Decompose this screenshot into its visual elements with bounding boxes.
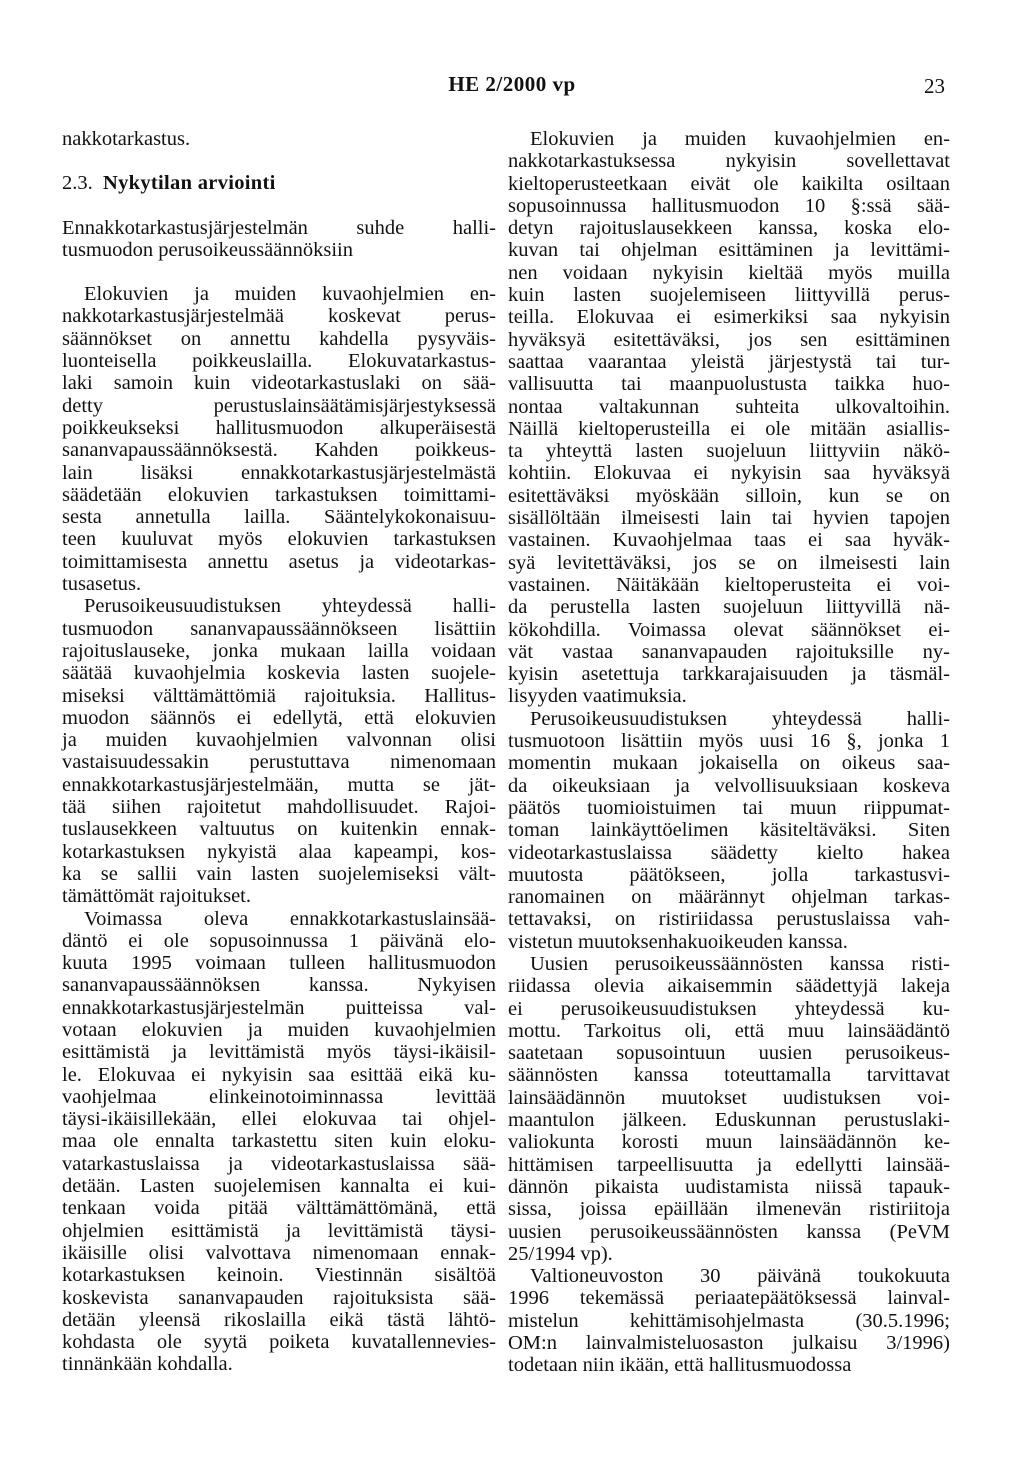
text-line: nen voidaan nykyisin kieltää myös muilla bbox=[508, 261, 950, 284]
text-line: däntö ei ole sopusoinnussa 1 päivänä elo- bbox=[62, 929, 496, 952]
text-line: Näillä kieltoperusteilla ei ole mitään asiallis- bbox=[508, 417, 950, 440]
text-line: ennakkotarkastusjärjestelmään, mutta se jät- bbox=[62, 773, 496, 796]
text-line: dännön pikaista uudistamista niissä tapauk- bbox=[508, 1175, 950, 1198]
text-line: muodon säännös ei edellytä, että elokuvien bbox=[62, 706, 496, 729]
text-line: lainsäädännön muutokset uudistuksen voi- bbox=[508, 1086, 950, 1109]
text-line: valiokunta korosti muun lainsäädännön ke- bbox=[508, 1131, 950, 1154]
section-heading bbox=[62, 172, 496, 194]
text-line: hyväksyä esitettäväksi, jos sen esittäminen bbox=[508, 328, 950, 351]
text-line: saatetaan sopusointuun uusien perusoikeus- bbox=[508, 1042, 950, 1065]
text-line: tämättömät rajoitukset. bbox=[62, 885, 252, 908]
text-line: 25/1994 vp). bbox=[508, 1242, 613, 1265]
text-line: ranomainen on määrännyt ohjelman tarkas- bbox=[508, 886, 950, 909]
text-line: kotarkastuksen nykyistä alaa kapeampi, kos- bbox=[62, 840, 496, 863]
text-line: rajoituslauseke, jonka mukaan lailla voidaan bbox=[62, 639, 496, 662]
text-line: mistelun kehittämisohjelmasta (30.5.1996; bbox=[508, 1309, 950, 1332]
text-line: säätää kuvaohjelmia koskevia lasten suojele- bbox=[62, 662, 496, 685]
right-column bbox=[508, 128, 950, 1377]
text-line: tusasetus. bbox=[62, 573, 142, 596]
text-line: kohdasta ole syytä poiketa kuvatallennevies- bbox=[62, 1331, 496, 1354]
subheading bbox=[62, 217, 496, 262]
text-line: miseksi välttämättömiä rajoituksia. Hallitus- bbox=[62, 684, 496, 707]
text-line: vastainen. Kuvaohjelmaa taas ei saa hyväk- bbox=[508, 529, 950, 552]
text-line: tuslausekkeen valtuutus on kuitenkin ennak- bbox=[62, 818, 496, 841]
text-line: ikäisille olisi valvottava nimenomaan ennak- bbox=[62, 1241, 496, 1264]
text-line: kyisin asetettuja tarkkarajaisuuden ja täsmäl- bbox=[508, 663, 950, 686]
paragraph bbox=[508, 1265, 950, 1376]
text-line: sissa, joissa epäillään ilmenevän ristiriitoja bbox=[508, 1198, 950, 1221]
text-line: päätös tuomioistuimen tai muun riippumat- bbox=[508, 796, 950, 819]
text-line: nakkotarkastuksessa nykyisin sovellettavat bbox=[508, 150, 950, 173]
text-line: kohtiin. Elokuvaa ei nykyisin saa hyväksyä bbox=[508, 462, 950, 485]
text-line: ei perusoikeusuudistuksen yhteydessä ku- bbox=[508, 997, 950, 1020]
text-line: esittämistä ja levittämistä myös täysi-ikäisil- bbox=[62, 1041, 496, 1064]
text-line: ohjelmien esittämistä ja levittämistä täysi- bbox=[62, 1219, 496, 1242]
text-line: Perusoikeusuudistuksen yhteydessä halli- bbox=[84, 595, 496, 618]
text-line: uusien perusoikeussäännösten kanssa (PeVM bbox=[508, 1220, 950, 1243]
text-line: poikkeukseksi hallitusmuodon alkuperäisestä bbox=[62, 416, 496, 439]
text-line: detään. Lasten suojelemisen kannalta ei kui- bbox=[62, 1175, 496, 1198]
text-line: tusmuotoon lisättiin myös uusi 16 §, jonka 1 bbox=[508, 730, 950, 753]
text-line: tinnänkään kohdalla. bbox=[62, 1353, 233, 1376]
text-line: Elokuvien ja muiden kuvaohjelmien en- bbox=[530, 128, 950, 150]
text-line: toman lainkäyttöelimen käsiteltäväksi. Siten bbox=[508, 819, 950, 842]
text-line: Elokuvien ja muiden kuvaohjelmien en- bbox=[84, 283, 496, 306]
text-line: saattaa vaarantaa yleistä järjestystä tai tur- bbox=[508, 350, 950, 373]
text-line: esitettäväksi myöskään silloin, kun se on bbox=[508, 484, 950, 507]
text-line: Uusien perusoikeussäännösten kanssa risti- bbox=[530, 952, 950, 975]
right-paragraphs bbox=[508, 128, 950, 1377]
text-line: da perustella lasten suojeluun liittyvillä nä- bbox=[508, 596, 950, 619]
text-line: sopusoinnussa hallitusmuodon 10 §:ssä sää- bbox=[508, 194, 950, 217]
continuation-text: nakkotarkastus. bbox=[62, 128, 191, 150]
text-line: laki samoin kuin videotarkastuslaki on sää- bbox=[62, 372, 496, 395]
text-line: säännökset on annettu kahdella pysyväis- bbox=[62, 327, 496, 350]
text-line: vät vastaa sananvapauden rajoituksille ny- bbox=[508, 640, 950, 663]
text-line: tenkaan voida pitää välttämättömänä, että bbox=[62, 1197, 496, 1220]
paragraph bbox=[508, 953, 950, 1265]
text-line: mottu. Tarkoitus oli, että muu lainsäädäntö bbox=[508, 1019, 950, 1042]
text-line: detään yleensä rikoslailla eikä tästä lähtö- bbox=[62, 1308, 496, 1331]
text-line: kuin lasten suojelemiseen liittyvillä perus- bbox=[508, 284, 950, 307]
text-line: vistetun muutoksenhakuoikeuden kanssa. bbox=[508, 930, 848, 953]
page-header-title: HE 2/2000 vp bbox=[448, 72, 576, 96]
text-line: nakkotarkastusjärjestelmää koskevat perus- bbox=[62, 305, 496, 328]
text-line: Ennakkotarkastusjärjestelmän suhde halli- bbox=[62, 216, 496, 239]
paragraph bbox=[62, 595, 496, 907]
text-line: hittämisen tarpeellisuutta ja edellytti lainsää- bbox=[508, 1153, 950, 1176]
text-line: tusmuodon sananvapaussäännökseen lisättiin bbox=[62, 617, 496, 640]
text-line: todetaan niin ikään, että hallitusmuodossa bbox=[508, 1354, 852, 1377]
section-title: Nykytilan arviointi bbox=[103, 172, 276, 195]
text-line: täysi-ikäisillekään, ellei elokuvaa tai ohjel- bbox=[62, 1108, 496, 1131]
text-line: kotarkastuksen keinoin. Viestinnän sisältöä bbox=[62, 1264, 496, 1287]
text-line: nontaa valtakunnan suhteita ulkovaltoihin. bbox=[508, 395, 950, 418]
text-line: momentin mukaan jokaisella on oikeus saa- bbox=[508, 752, 950, 775]
text-line: videotarkastuslaissa säädetty kielto hakea bbox=[508, 841, 950, 864]
text-line: lisyyden vaatimuksia. bbox=[508, 685, 687, 708]
text-line: detty perustuslainsäätämisjärjestyksessä bbox=[62, 394, 496, 417]
text-line: ta yhteyttä lasten suojeluun liittyviin näkö- bbox=[508, 440, 950, 463]
text-line: vaohjelmaa elinkeinotoiminnassa levittää bbox=[62, 1085, 496, 1108]
left-column bbox=[62, 128, 496, 1376]
text-line: le. Elokuvaa ei nykyisin saa esittää eikä ku- bbox=[62, 1063, 496, 1086]
text-line: lain lisäksi ennakkotarkastusjärjestelmästä bbox=[62, 461, 496, 484]
paragraph bbox=[508, 708, 950, 953]
text-line: vatarkastuslaissa ja videotarkastuslaissa sää- bbox=[62, 1152, 496, 1175]
text-line: da oikeuksiaan ja velvollisuuksiaan koskeva bbox=[508, 774, 950, 797]
text-line: vastainen. Näitäkään kieltoperusteita ei voi- bbox=[508, 573, 950, 596]
text-line: Voimassa oleva ennakkotarkastuslainsää- bbox=[84, 907, 496, 930]
text-line: votaan elokuvien ja muiden kuvaohjelmien bbox=[62, 1018, 496, 1041]
paragraph bbox=[508, 128, 950, 708]
text-line: riidassa olevia aikaisemmin säädettyjä lakeja bbox=[508, 975, 950, 998]
text-line: vastaisuudessakin perustuttava nimenomaan bbox=[62, 751, 496, 774]
text-line: vallisuutta tai maanpuolustusta taikka huo- bbox=[508, 373, 950, 396]
text-line: kökohdilla. Voimassa olevat säännökset ei- bbox=[508, 618, 950, 641]
text-line: 1996 tekemässä periaatepäätöksessä lainval- bbox=[508, 1287, 950, 1310]
text-line: Perusoikeusuudistuksen yhteydessä halli- bbox=[530, 707, 950, 730]
text-line: Valtioneuvoston 30 päivänä toukokuuta bbox=[530, 1265, 950, 1288]
text-line: tettavaksi, on ristiriidassa perustuslaissa vah- bbox=[508, 908, 950, 931]
page-number: 23 bbox=[924, 74, 945, 98]
text-line: sananvapaussäännöksestä. Kahden poikkeus- bbox=[62, 439, 496, 462]
text-line: OM:n lainvalmisteluosaston julkaisu 3/1996) bbox=[508, 1332, 950, 1355]
text-line: koskevista sananvapauden rajoituksista sää- bbox=[62, 1286, 496, 1309]
text-line: toimittamisesta annettu asetus ja videotarkas- bbox=[62, 550, 496, 573]
text-line: ka se sallii vain lasten suojelemiseksi vält- bbox=[62, 862, 496, 885]
text-line: muutosta päätökseen, jolla tarkastusvi- bbox=[508, 863, 950, 886]
text-line: ja muiden kuvaohjelmien valvonnan olisi bbox=[62, 729, 496, 752]
paragraph bbox=[62, 283, 496, 595]
text-line: ennakkotarkastusjärjestelmän puitteissa val- bbox=[62, 996, 496, 1019]
text-line: tää siihen rajoitetut mahdollisuudet. Rajoi- bbox=[62, 796, 496, 819]
text-line: sesta annetulla lailla. Sääntelykokonaisuu- bbox=[62, 506, 496, 529]
text-line: tusmuodon perusoikeussäännöksiin bbox=[62, 238, 353, 261]
text-line: kieltoperusteetkaan eivät ole kaikilta osiltaan bbox=[508, 172, 950, 195]
text-line: kuuta 1995 voimaan tulleen hallitusmuodon bbox=[62, 952, 496, 975]
text-line: detyn rajoituslausekkeen kanssa, koska elo- bbox=[508, 217, 950, 240]
left-paragraphs bbox=[62, 283, 496, 1376]
text-line: kuvan tai ohjelman esittäminen ja levittämi- bbox=[508, 239, 950, 262]
text-line: teilla. Elokuvaa ei esimerkiksi saa nykyisin bbox=[508, 306, 950, 329]
text-line: maantulon jälkeen. Eduskunnan perustuslaki- bbox=[508, 1109, 950, 1132]
text-line: syä levitettäväksi, jos se on ilmeisesti lain bbox=[508, 551, 950, 574]
text-line: maa ole ennalta tarkastettu siten kuin eloku- bbox=[62, 1130, 496, 1153]
text-line: sananvapaussäännöksen kanssa. Nykyisen bbox=[62, 974, 496, 997]
text-line: säädetään elokuvien tarkastuksen toimittami- bbox=[62, 483, 496, 506]
section-number: 2.3. bbox=[62, 172, 93, 195]
text-line: säännösten kanssa toteuttamalla tarvittavat bbox=[508, 1064, 950, 1087]
text-line: teen kuuluvat myös elokuvien tarkastuksen bbox=[62, 528, 496, 551]
text-line: sisällöltään ilmeisesti lain tai hyvien tapojen bbox=[508, 507, 950, 530]
text-line: luonteisella poikkeuslailla. Elokuvatarkastus- bbox=[62, 350, 496, 373]
paragraph bbox=[62, 908, 496, 1376]
